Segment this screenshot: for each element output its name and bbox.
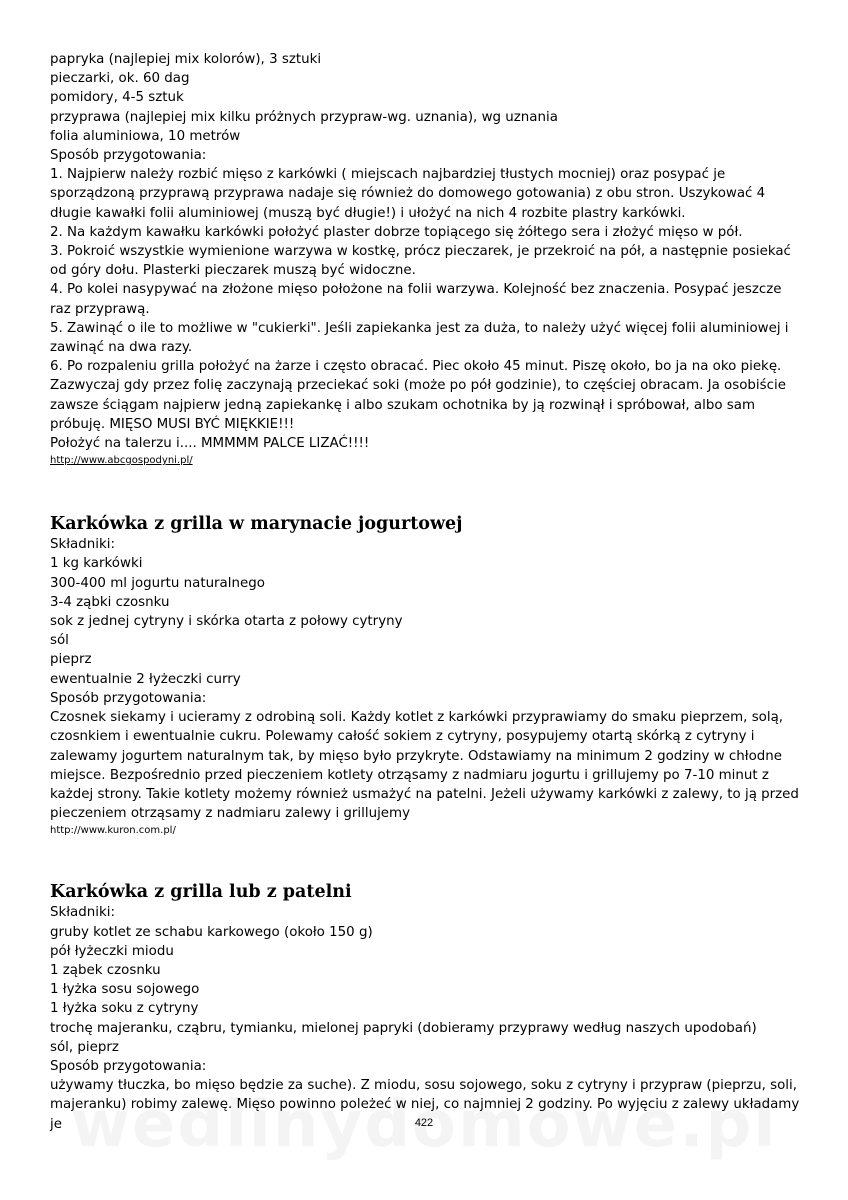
ingredient-line: gruby kotlet ze schabu karkowego (około 150 g) <box>50 924 373 940</box>
ingredient-line: ewentualnie 2 łyżeczki curry <box>50 671 241 687</box>
step-paragraph: 1. Najpierw należy rozbić mięso z karkówki ( miejscach najbardziej tłustych mocniej) oraz posypać je sporządzoną przyprawą przyprawa nadaje się również do domowego gotowania) z obu stron. Uszykować 4 długie kawałki folii aluminiowej (muszą być długie!) i ułożyć na nich 4 rozbite plastry karkówki. <box>50 167 766 221</box>
step-paragraph: 4. Po kolei nasypywać na złożone mięso położone na folii warzywa. Kolejność bez znaczenia. Posypać jeszcze raz przyprawą. <box>50 282 782 317</box>
method-paragraph: używamy tłuczka, bo mięso będzie za suche). Z miodu, sosu sojowego, soku z cytryny i przypraw (pieprzu, soli, majeranku) robimy zalewę. Mięso powinno poleżeć w niej, co najmniej 2 godziny. Po wyjęciu z zalewy układamy je <box>50 1078 800 1132</box>
ingredient-line: sól, pieprz <box>50 1039 119 1055</box>
page-content <box>50 50 800 1134</box>
ingredients-label: Składniki: <box>50 905 115 921</box>
ingredient-line: pomidory, 4-5 sztuk <box>50 90 184 106</box>
recipe-title: Karkówka z grilla w marynacie jogurtowej <box>50 514 463 535</box>
step-paragraph: Położyć na talerzu i.... MMMMM PALCE LIZAĆ!!!! <box>50 436 370 452</box>
source-link[interactable]: http://www.abcgospodyni.pl/ <box>50 455 193 467</box>
method-label: Sposób przygotowania: <box>50 148 207 164</box>
step-paragraph: 2. Na każdym kawałku karkówki położyć plaster dobrze topiącego się żółtego sera i złożyć mięso w pół. <box>50 224 743 240</box>
ingredient-line: 1 łyżka sosu sojowego <box>50 982 200 998</box>
step-paragraph: 5. Zawinąć o ile to możliwe w "cukierki". Jeśli zapiekanka jest za duża, to należy użyć więcej folii aluminiowej i zawinąć na dwa razy. <box>50 320 789 356</box>
source-link[interactable]: http://www.kuron.com.pl/ <box>50 825 176 837</box>
ingredient-line: papryka (najlepiej mix kolorów), 3 sztuki <box>50 52 322 67</box>
method-label: Sposób przygotowania: <box>50 690 207 706</box>
intro-steps <box>50 165 800 453</box>
ingredient-line: folia aluminiowa, 10 metrów <box>50 128 241 144</box>
ingredient-line: 1 ząbek czosnku <box>50 962 161 978</box>
step-paragraph: 6. Po rozpaleniu grilla położyć na żarze i często obracać. Piec około 45 minut. Piszę około, bo ja na oko piekę. Zazwyczaj gdy przez folię zaczynają przeciekać soki (może po pół godzinie), to częściej obracam. Ja osobiście zawsze ściągam najpierw jedną zapiekankę i albo szukam ochotnika by ją rozwinął i spróbował, albo sam próbuję. MIĘSO MUSI BYĆ MIĘKKIE!!! <box>50 359 786 432</box>
section2-ingredient-list <box>50 923 800 1057</box>
ingredient-line: 1 kg karkówki <box>50 556 143 572</box>
intro-ingredient-list <box>50 50 800 146</box>
section1-ingredient-list <box>50 554 800 688</box>
ingredient-line: 3-4 ząbki czosnku <box>50 594 170 610</box>
ingredients-label: Składniki: <box>50 537 115 553</box>
ingredient-line: przyprawa (najlepiej mix kilku próżnych przypraw-wg. uznania), wg uznania <box>50 109 558 125</box>
ingredient-line: sok z jednej cytryny i skórka otarta z połowy cytryny <box>50 614 403 630</box>
step-paragraph: 3. Pokroić wszystkie wymienione warzywa w kostkę, prócz pieczarek, je przekroić na pół, a następnie posiekać od góry dołu. Plasterki pieczarek muszą być widoczne. <box>50 244 791 279</box>
ingredient-line: 300-400 ml jogurtu naturalnego <box>50 575 265 591</box>
ingredient-line: pieczarki, ok. 60 dag <box>50 71 190 87</box>
ingredient-line: trochę majeranku, cząbru, tymianku, mielonej papryki (dobieramy przyprawy według naszych upodobań) <box>50 1020 757 1036</box>
ingredient-line: pół łyżeczki miodu <box>50 943 174 959</box>
method-paragraph: Czosnek siekamy i ucieramy z odrobiną soli. Każdy kotlet z karkówki przyprawiamy do smaku pieprzem, solą, czosnkiem i ewentualnie cukru. Polewamy całość sokiem z cytryny, posypujemy otartą skórką z cytryny i zalewamy jogurtem naturalnym tak, by mięso było przykryte. Odstawiamy na minimum 2 godziny w chłodne miejsce. Bezpośrednio przed pieczeniem kotlety otrząsamy z nadmiaru jogurtu i grillujemy po 7-10 minut z każdej strony. Takie kotlety możemy również usmażyć na patelni. Jeżeli używamy karkówki z zalewy, to ją przed pieczeniem otrząsamy z nadmiaru zalewy i grillujemy <box>50 710 799 822</box>
recipe-title: Karkówka z grilla lub z patelni <box>50 882 352 903</box>
page-number: 422 <box>414 1117 434 1129</box>
method-label: Sposób przygotowania: <box>50 1058 207 1074</box>
ingredient-line: pieprz <box>50 652 92 668</box>
ingredient-line: 1 łyżka soku z cytryny <box>50 1001 199 1017</box>
ingredient-line: sól <box>50 633 69 649</box>
